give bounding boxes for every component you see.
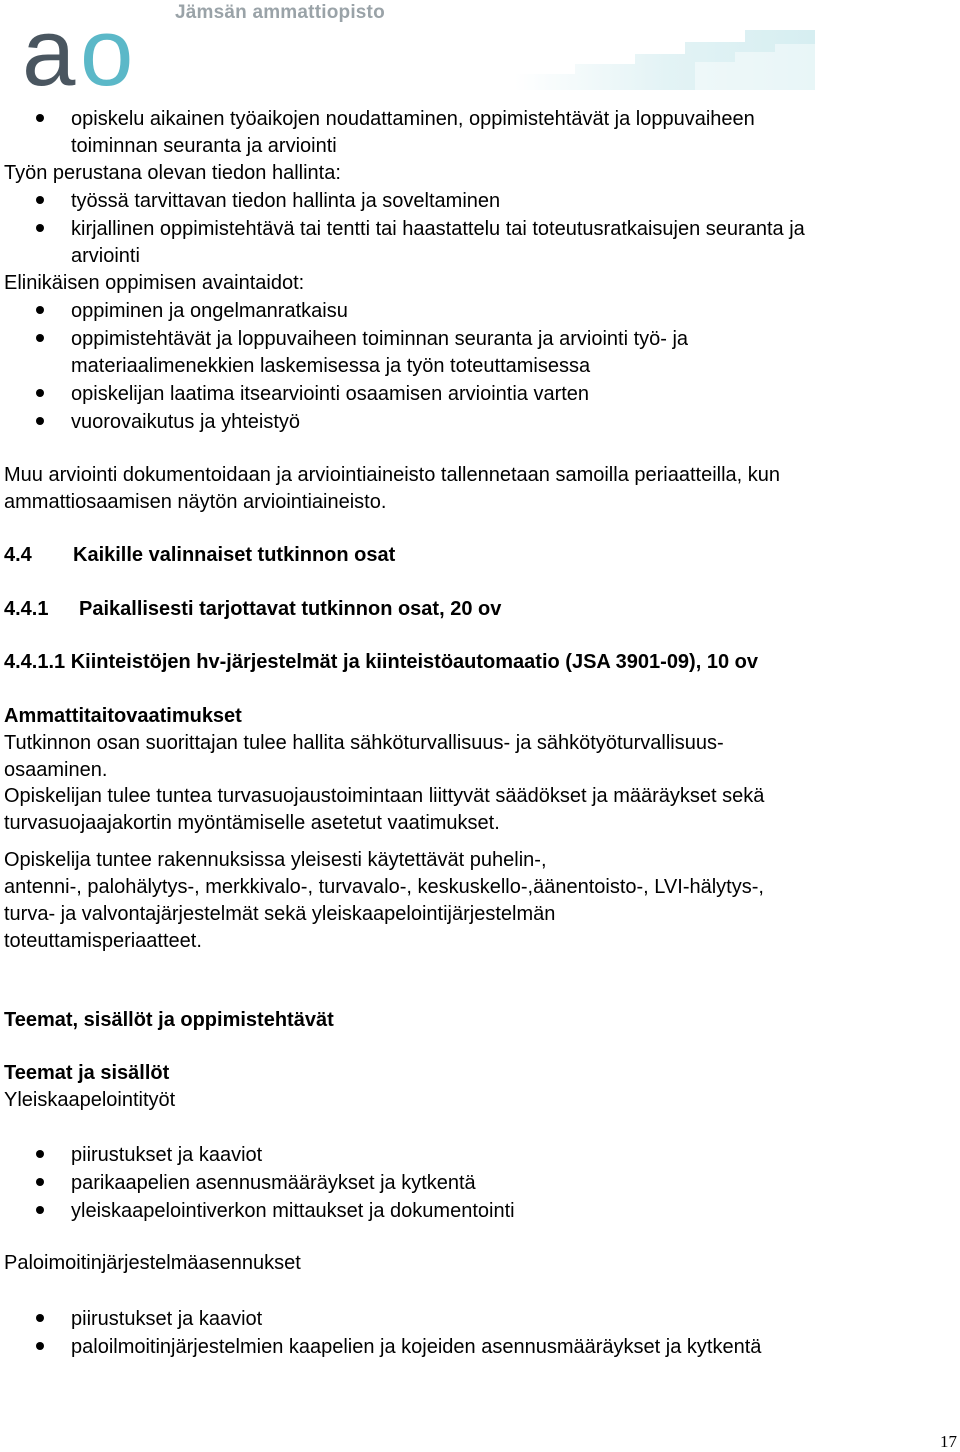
list-item: kirjallinen oppimistehtävä tai tentti tai haastattelu tai toteutusratkaisujen seuranta ja — [71, 218, 805, 240]
list-item: työssä tarvittavan tiedon hallinta ja soveltaminen — [71, 190, 501, 212]
section-heading-title: Kaikille valinnaiset tutkinnon osat — [73, 544, 396, 566]
heading-teemat-ja-sisallot: Teemat ja sisällöt — [4, 1062, 170, 1084]
bullet-icon — [36, 114, 44, 122]
list-item: piirustukset ja kaaviot — [71, 1144, 263, 1166]
list-item: vuorovaikutus ja yhteistyö — [71, 411, 301, 433]
topic-label: Yleiskaapelointityöt — [4, 1089, 176, 1111]
list-item: oppimistehtävät ja loppuvaiheen toiminnan seuranta ja arviointi työ- ja — [71, 328, 689, 350]
paragraph: Opiskelija tuntee rakennuksissa yleisesti käytettävät puhelin-, — [4, 849, 547, 871]
list-item-continuation: arviointi — [71, 245, 140, 267]
page-header — [0, 0, 960, 100]
heading-teemat: Teemat, sisällöt ja oppimistehtävät — [4, 1009, 334, 1031]
bullet-icon — [36, 334, 44, 342]
list-item: piirustukset ja kaaviot — [71, 1308, 263, 1330]
bullet-icon — [36, 1314, 44, 1322]
paragraph: antenni-, palohälytys-, merkkivalo-, turvavalo-, keskuskello-,äänentoisto-, LVI-hälytys-, — [4, 876, 764, 898]
bullet-icon — [36, 306, 44, 314]
logo-letter-o: o — [80, 18, 134, 90]
list-item: opiskelijan laatima itsearviointi osaamisen arviointia varten — [71, 383, 590, 405]
list-item: paloilmoitinjärjestelmien kaapelien ja kojeiden asennusmääräykset ja kytkentä — [71, 1336, 762, 1358]
bullet-icon — [36, 1178, 44, 1186]
module-heading: 4.4.1.1 Kiinteistöjen hv-järjestelmät ja kiinteistöautomaatio (JSA 3901-09), 10 ov — [4, 651, 758, 673]
paragraph: toteuttamisperiaatteet. — [4, 930, 202, 952]
bullet-icon — [36, 1150, 44, 1158]
section-heading-number: 4.4 — [4, 544, 32, 566]
paragraph: Muu arviointi dokumentoidaan ja arviointiaineisto tallennetaan samoilla periaatteilla, kun — [4, 464, 781, 486]
list-item: oppiminen ja ongelmanratkaisu — [71, 300, 348, 322]
bullet-icon — [36, 417, 44, 425]
paragraph: Tutkinnon osan suorittajan tulee hallita sähköturvallisuus- ja sähkötyöturvallisuus- — [4, 732, 724, 754]
paragraph: osaaminen. — [4, 759, 108, 781]
paragraph: turvasuojaajakortin myöntämiselle asetetut vaatimukset. — [4, 812, 500, 834]
stairs-graphic — [515, 22, 815, 90]
paragraph: Opiskelijan tulee tuntea turvasuojaustoimintaan liittyvät säädökset ja määräykset sekä — [4, 785, 765, 807]
bullet-icon — [36, 196, 44, 204]
paragraph: turva- ja valvontajärjestelmät sekä yleiskaapelointijärjestelmän — [4, 903, 556, 925]
subheading: Työn perustana olevan tiedon hallinta: — [4, 162, 341, 184]
bullet-icon — [36, 224, 44, 232]
ao-logo — [22, 18, 157, 90]
subsection-heading-number: 4.4.1 — [4, 598, 49, 620]
subheading: Elinikäisen oppimisen avaintaidot: — [4, 272, 305, 294]
list-item: yleiskaapelointiverkon mittaukset ja dokumentointi — [71, 1200, 515, 1222]
bullet-icon — [36, 1342, 44, 1350]
heading-ammattitaitovaatimukset: Ammattitaitovaatimukset — [4, 705, 242, 727]
bullet-icon — [36, 389, 44, 397]
list-item: parikaapelien asennusmääräykset ja kytkentä — [71, 1172, 476, 1194]
subsection-heading-title: Paikallisesti tarjottavat tutkinnon osat, 20 ov — [79, 598, 502, 620]
topic-label: Paloimoitinjärjestelmäasennukset — [4, 1252, 301, 1274]
paragraph: ammattiosaamisen näytön arviointiaineisto. — [4, 491, 387, 513]
school-name: Jämsän ammattiopisto — [175, 2, 385, 23]
list-item: opiskelu aikainen työaikojen noudattaminen, oppimistehtävät ja loppuvaiheen — [71, 108, 755, 130]
bullet-icon — [36, 1206, 44, 1214]
logo-letter-a: a — [22, 18, 76, 90]
page-number: 17 — [940, 1432, 957, 1451]
list-item-continuation: materiaalimenekkien laskemisessa ja työn toteuttamisessa — [71, 355, 591, 377]
list-item-continuation: toiminnan seuranta ja arviointi — [71, 135, 337, 157]
